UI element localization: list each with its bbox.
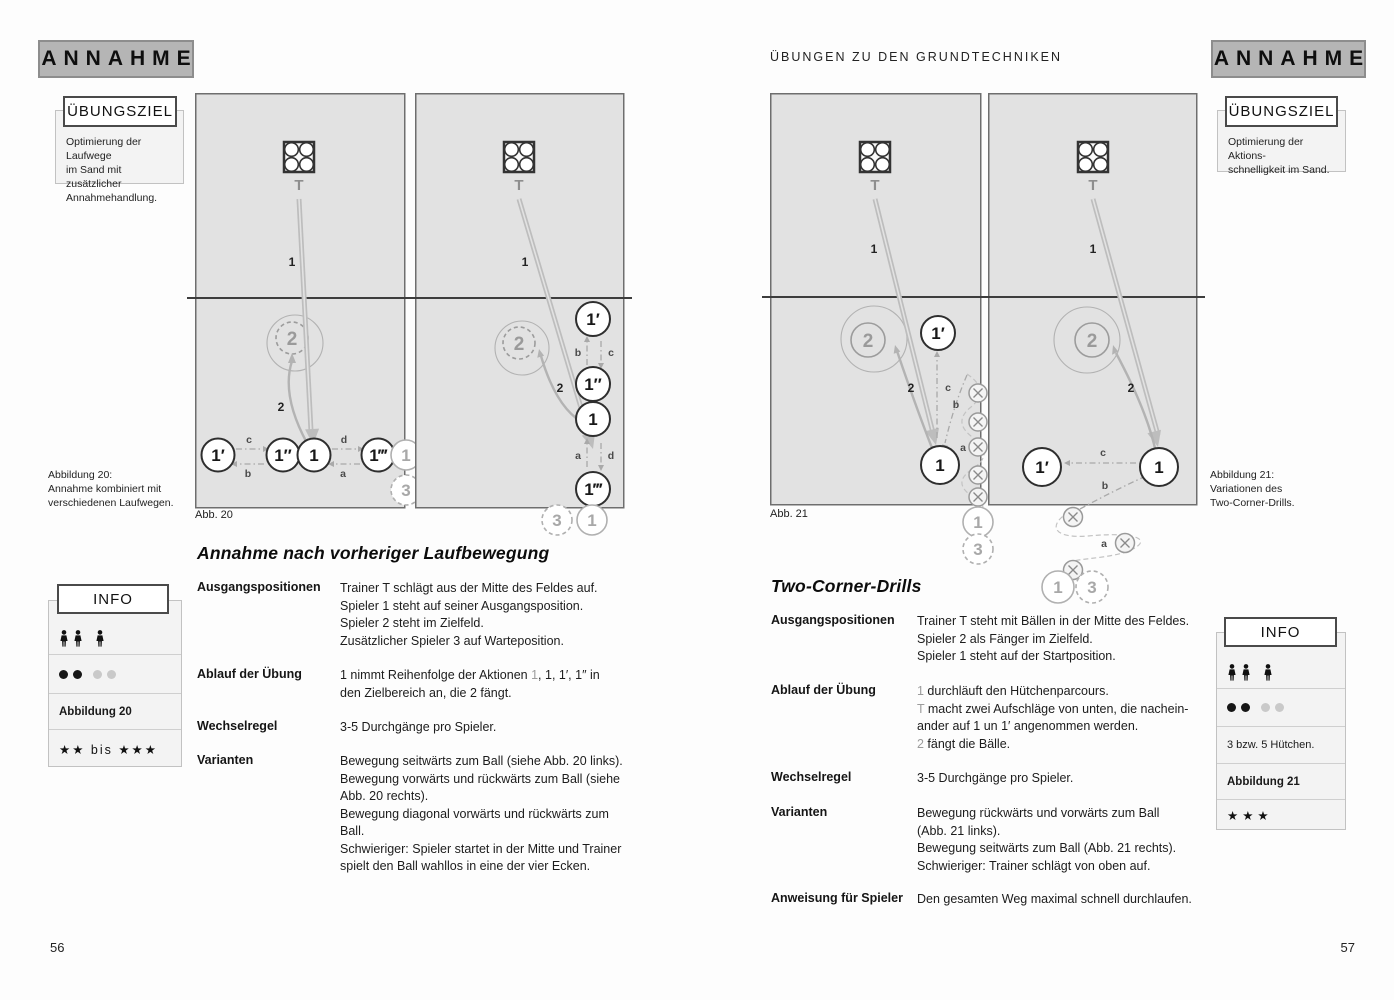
label-ablauf: Ablauf der Übung xyxy=(771,683,876,697)
cone-icon xyxy=(969,438,987,456)
cone-icon xyxy=(969,413,987,431)
path-letter-c: c xyxy=(608,347,614,359)
path-letter-c: c xyxy=(1100,447,1106,459)
text-line: Bewegung rückwärts und vorwärts zum Ball xyxy=(917,806,1160,820)
text-line: Bewegung diagonal vorwärts und rückwärts zum xyxy=(340,806,609,821)
text-line: 3-5 Durchgänge pro Spieler. xyxy=(340,720,497,734)
goal-box-title-left xyxy=(63,96,177,127)
text-line: Bewegung vorwärts und rückwärts zum Ball (siehe xyxy=(340,771,620,786)
ball-cart-icon xyxy=(504,142,534,172)
ball-dot xyxy=(93,670,102,679)
value-wechselregel xyxy=(340,719,650,737)
cone-icon xyxy=(1116,534,1135,553)
path-letter-a: a xyxy=(340,468,346,480)
text-line: schnelligkeit im Sand. xyxy=(1228,164,1330,176)
text-line: den Zielbereich an, die 2 fängt. xyxy=(340,685,512,700)
ball-dot xyxy=(107,670,116,679)
svg-text:1″: 1″ xyxy=(584,375,602,394)
svg-text:1: 1 xyxy=(1154,458,1164,477)
svg-text:3: 3 xyxy=(552,511,562,530)
chapter-tab-right xyxy=(1211,40,1371,78)
text-line: verschiedenen Laufwegen. xyxy=(48,497,174,509)
cone-icon xyxy=(1064,508,1083,527)
person-icon xyxy=(1263,664,1273,681)
text-line: Ball. xyxy=(340,824,365,838)
svg-text:1‴: 1‴ xyxy=(369,446,387,465)
value-ausgangspositionen xyxy=(340,580,650,650)
person-icon xyxy=(95,630,105,647)
path-letter-d: d xyxy=(340,434,348,446)
player-circle-1 xyxy=(1140,448,1178,486)
info-row-difficulty xyxy=(1217,799,1345,831)
info-row-difficulty xyxy=(49,729,181,768)
serve-label: 1 xyxy=(521,255,529,269)
value-anweisung xyxy=(917,891,1217,909)
value-varianten xyxy=(340,753,660,876)
goal-box-title-right xyxy=(1225,96,1338,127)
player-circle-1i xyxy=(1023,448,1061,486)
label-ausgangspositionen: Ausgangspositionen xyxy=(197,580,321,594)
value-ausgangspositionen xyxy=(917,613,1217,666)
text-line: T macht zwei Aufschläge von unten, die nachein- xyxy=(917,701,1189,716)
ball-dot xyxy=(1241,703,1250,712)
text-line: Trainer T steht mit Bällen in der Mitte des Feldes. xyxy=(917,614,1190,628)
info-box-title-text: INFO xyxy=(93,590,133,608)
person-icon xyxy=(1227,664,1237,681)
page-number-right: 57 xyxy=(1340,940,1355,955)
exercise-heading-left: Annahme nach vorheriger Laufbewegung xyxy=(197,543,550,563)
text-line: Zusätzlicher Spieler 3 auf Warteposition. xyxy=(340,633,564,648)
svg-text:3: 3 xyxy=(1087,578,1097,597)
text-line: Bewegung seitwärts zum Ball (siehe Abb. 20 links). xyxy=(340,754,623,768)
pass-label: 2 xyxy=(907,381,915,395)
label-varianten: Varianten xyxy=(197,753,254,767)
path-letter-b: b xyxy=(952,399,960,411)
ball-dot xyxy=(1227,703,1236,712)
path-letter-a: a xyxy=(960,442,966,454)
value-ablauf xyxy=(340,667,650,702)
pass-label: 2 xyxy=(277,400,285,414)
chapter-tab-left xyxy=(38,40,198,78)
text-line: 2 fängt die Bälle. xyxy=(917,736,1011,751)
text-line: Optimierung der Laufwege xyxy=(66,136,142,162)
goal-box-title-text: ÜBUNGSZIEL xyxy=(67,103,173,120)
ball-cart-icon xyxy=(1078,142,1108,172)
court-diagram-abb21-left xyxy=(770,93,1000,571)
label-wechselregel: Wechselregel xyxy=(771,770,852,784)
serve-label: 1 xyxy=(870,242,878,256)
fig-label-abb20: Abb. 20 xyxy=(195,509,233,521)
fig-label-abb21: Abb. 21 xyxy=(770,508,808,520)
svg-text:1′: 1′ xyxy=(211,446,225,465)
figure-caption-right xyxy=(1210,468,1360,510)
serve-label: 1 xyxy=(288,255,296,269)
svg-text:1: 1 xyxy=(588,410,598,429)
person-icon xyxy=(73,630,83,647)
serve-label: 1 xyxy=(1089,242,1097,256)
info-row-figure: Abbildung 21 xyxy=(1217,763,1345,799)
person-icon xyxy=(1241,664,1251,681)
info-box-left xyxy=(48,600,182,767)
text-line: Abb. 20 rechts). xyxy=(340,789,429,803)
ball-cart-icon xyxy=(860,142,890,172)
svg-text:3: 3 xyxy=(973,540,983,559)
text-line: Spieler 1 steht auf seiner Ausgangsposition. xyxy=(340,598,584,613)
exercise-heading-right: Two-Corner-Drills xyxy=(771,576,922,596)
ball-dot xyxy=(59,670,68,679)
ghost-circle-1 xyxy=(1042,571,1074,603)
text-line: Den gesamten Weg maximal schnell durchlaufen. xyxy=(917,892,1192,906)
text-line: Two-Corner-Drills. xyxy=(1210,497,1295,509)
text-line: Annahmehandlung. xyxy=(66,192,158,204)
svg-text:1‴: 1‴ xyxy=(584,480,602,499)
svg-text:2: 2 xyxy=(286,329,298,350)
text-line: im Sand mit zusätzlicher xyxy=(66,164,122,190)
player-circle-1 xyxy=(298,439,331,472)
info-row-balls xyxy=(49,654,181,693)
cone-icon xyxy=(969,384,987,402)
difficulty-stars: ★★★ xyxy=(1227,809,1273,823)
text-line: 1 nimmt Reihenfolge der Aktionen 1, 1, 1′, 1″ in xyxy=(340,668,600,682)
svg-text:1: 1 xyxy=(309,446,319,465)
running-head: ÜBUNGEN ZU DEN GRUNDTECHNIKEN xyxy=(770,50,1063,64)
text-line: Spieler 1 steht auf der Startposition. xyxy=(917,649,1116,663)
path-letter-b: b xyxy=(1101,480,1109,492)
svg-text:3: 3 xyxy=(401,481,411,500)
pass-label: 2 xyxy=(1127,381,1135,395)
value-wechselregel xyxy=(917,770,1217,788)
text-line: Variationen des xyxy=(1210,483,1283,495)
text-line: Spieler 2 als Fänger im Zielfeld. xyxy=(917,631,1093,646)
figure-caption-left xyxy=(48,468,198,510)
svg-text:1: 1 xyxy=(973,513,983,532)
ghost-circle-3 xyxy=(1076,571,1108,603)
text-line: ander auf 1 un 1′ angenommen werden. xyxy=(917,719,1139,733)
player-circle-1 xyxy=(576,402,610,436)
svg-text:1″: 1″ xyxy=(274,446,292,465)
path-letter-c: c xyxy=(945,382,951,394)
svg-text:1: 1 xyxy=(401,446,411,465)
svg-text:1: 1 xyxy=(587,511,597,530)
player-circle-1iii xyxy=(576,472,610,506)
ghost-circle-3 xyxy=(542,505,572,535)
label-anweisung: Anweisung für Spieler xyxy=(771,891,903,905)
player-circle-1i xyxy=(576,302,610,336)
path-letter-b: b xyxy=(244,468,252,480)
label-varianten: Varianten xyxy=(771,805,828,819)
svg-text:2: 2 xyxy=(862,331,874,352)
ball-dot xyxy=(1261,703,1270,712)
value-varianten xyxy=(917,805,1227,875)
info-box-title-right xyxy=(1224,617,1337,647)
player-circle-1ii xyxy=(576,367,610,401)
text-line: 3-5 Durchgänge pro Spieler. xyxy=(917,771,1074,785)
info-row-figure: Abbildung 20 xyxy=(49,693,181,729)
cone-icon xyxy=(969,466,987,484)
label-ablauf: Ablauf der Übung xyxy=(197,667,302,681)
svg-text:1′: 1′ xyxy=(586,310,600,329)
trainer-label: T xyxy=(294,177,304,194)
text-line: Bewegung seitwärts zum Ball (Abb. 21 rechts). xyxy=(917,841,1177,855)
path-letter-a: a xyxy=(1101,538,1107,550)
ball-dot xyxy=(73,670,82,679)
info-box-title-text: INFO xyxy=(1260,623,1301,641)
player-circle-1i xyxy=(921,316,955,350)
text-line: spielt den Ball wahllos in eine der vier Ecken. xyxy=(340,859,591,873)
svg-text:2: 2 xyxy=(513,334,525,355)
info-row-balls xyxy=(1217,688,1345,726)
player-circle-1iii xyxy=(362,439,395,472)
ghost-circle-1 xyxy=(577,505,607,535)
svg-text:1: 1 xyxy=(1053,578,1063,597)
path-letter-d: d xyxy=(607,450,615,462)
text-line: Abbildung 21: xyxy=(1210,469,1275,481)
trainer-label: T xyxy=(514,177,524,194)
page-number-left: 56 xyxy=(50,940,65,955)
text-line: Schwieriger: Trainer schlägt von oben auf. xyxy=(917,858,1151,873)
trainer-label: T xyxy=(870,177,880,194)
pass-label: 2 xyxy=(556,381,564,395)
text-line: Abbildung 20: xyxy=(48,469,113,481)
path-letter-b: b xyxy=(574,347,582,359)
person-icon xyxy=(59,630,69,647)
cone-icon xyxy=(969,488,987,506)
text-line: Annahme kombiniert mit xyxy=(48,483,162,495)
info-box-title-left xyxy=(57,584,169,614)
value-ablauf xyxy=(917,683,1217,753)
court-diagram-abb20-left xyxy=(195,93,425,545)
ball-cart-icon xyxy=(284,142,314,172)
svg-text:2: 2 xyxy=(1086,331,1098,352)
text-line: (Abb. 21 links). xyxy=(917,823,1001,838)
info-box-right xyxy=(1216,632,1346,830)
goal-box-title-text: ÜBUNGSZIEL xyxy=(1228,103,1335,120)
text-line: Trainer T schlägt aus der Mitte des Feldes auf. xyxy=(340,581,598,595)
label-ausgangspositionen: Ausgangspositionen xyxy=(771,613,895,627)
svg-text:1: 1 xyxy=(935,456,945,475)
ball-dot xyxy=(1275,703,1284,712)
svg-text:1′: 1′ xyxy=(1035,458,1049,477)
trainer-label: T xyxy=(1088,177,1098,194)
path-letter-a: a xyxy=(575,450,581,462)
player-circle-1 xyxy=(921,446,959,484)
chapter-tab-label: ANNAHME xyxy=(1213,47,1371,70)
court-diagram-abb21-right xyxy=(988,93,1213,608)
text-line: Spieler 2 steht im Zielfeld. xyxy=(340,616,484,630)
text-line: Schwieriger: Spieler startet in der Mitte und Trainer xyxy=(340,841,622,856)
difficulty-stars: ★★ bis ★★★ xyxy=(59,742,158,757)
text-line: Optimierung der Aktions- xyxy=(1228,136,1304,162)
player-circle-1i xyxy=(202,439,235,472)
label-wechselregel: Wechselregel xyxy=(197,719,278,733)
info-row-material: 3 bzw. 5 Hütchen. xyxy=(1217,726,1345,763)
player-circle-1ii xyxy=(267,439,300,472)
path-letter-c: c xyxy=(246,434,252,446)
text-line: 1 durchläuft den Hütchenparcours. xyxy=(917,684,1109,698)
chapter-tab-label: ANNAHME xyxy=(41,47,198,70)
svg-text:1′: 1′ xyxy=(931,324,945,343)
court-diagram-abb20-right xyxy=(415,93,640,545)
